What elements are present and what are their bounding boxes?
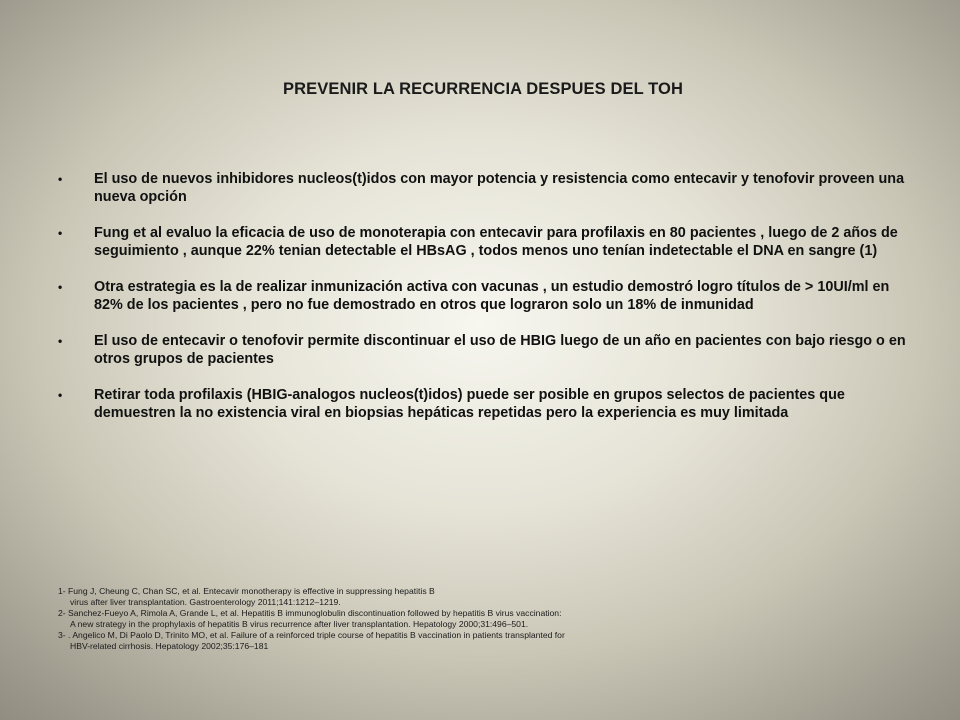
bullet-icon: • xyxy=(58,388,63,402)
bullet-item xyxy=(58,170,908,206)
reference-line: 3- . Angelico M, Di Paolo D, Trinito MO, et al. Failure of a reinforced triple course of hepatitis B vaccination in patients transplanted for xyxy=(58,630,565,641)
references xyxy=(58,586,918,653)
bullet-text: Fung et al evaluo la eficacia de uso de monoterapia con entecavir para profilaxis en 80 pacientes , luego de 2 años de seguimiento , aunque 22% tenian detectable el HBsAG , todos menos uno tenían indetectable el DNA en sangre (1) xyxy=(94,225,898,259)
bullet-icon: • xyxy=(58,280,63,294)
reference-line: A new strategy in the prophylaxis of hepatitis B virus recurrence after liver transplantation. Hepatology 2000;31:496–501. xyxy=(70,619,529,630)
slide-title: PREVENIR LA RECURRENCIA DESPUES DEL TOH xyxy=(283,80,683,98)
bullet-item xyxy=(58,386,908,422)
reference-line: HBV-related cirrhosis. Hepatology 2002;35:176–181 xyxy=(70,641,269,652)
reference-line: 1- Fung J, Cheung C, Chan SC, et al. Entecavir monotherapy is effective in suppressing hepatitis B xyxy=(58,586,435,596)
bullet-text: Otra estrategia es la de realizar inmunización activa con vacunas , un estudio demostró logro títulos de > 10UI/ml en 82% de los pacientes , pero no fue demostrado en otros que lograron solo un 18% de inmunidad xyxy=(94,279,890,313)
bullet-item xyxy=(58,332,908,368)
bullet-text: El uso de entecavir o tenofovir permite discontinuar el uso de HBIG luego de un año en pacientes con bajo riesgo o en otros grupos de pacientes xyxy=(94,333,906,367)
reference-line: 2- Sanchez-Fueyo A, Rimola A, Grande L, et al. Hepatitis B immunoglobulin discontinuation followed by hepatitis B virus vaccination: xyxy=(58,608,562,619)
bullet-item xyxy=(58,278,908,314)
bullet-text: El uso de nuevos inhibidores nucleos(t)idos con mayor potencia y resistencia como entecavir y tenofovir proveen una nueva opción xyxy=(94,171,905,205)
bullet-list xyxy=(58,170,908,422)
bullet-text: Retirar toda profilaxis (HBIG-analogos nucleos(t)idos) puede ser posible en grupos selectos de pacientes que demuestren la no existencia viral en biopsias hepáticas repetidas pero la experiencia es muy limitada xyxy=(94,387,845,421)
bullet-item xyxy=(58,224,908,260)
bullet-icon: • xyxy=(58,226,63,240)
bullet-icon: • xyxy=(58,334,63,348)
reference-line: virus after liver transplantation. Gastroenterology 2011;141:1212–1219. xyxy=(70,597,341,608)
bullet-icon: • xyxy=(58,172,63,186)
